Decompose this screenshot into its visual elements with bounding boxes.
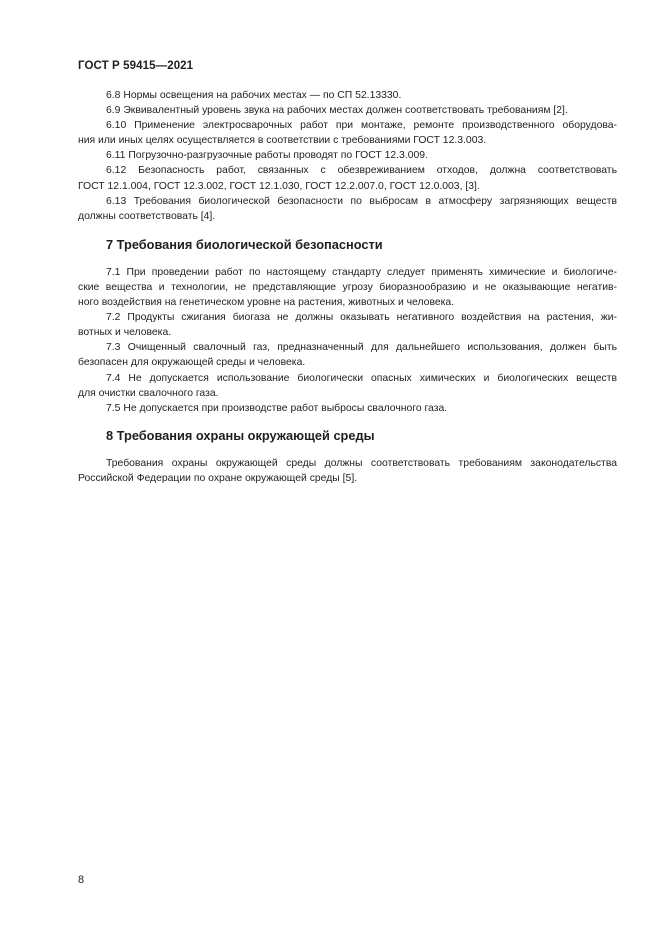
clause-7-4-cont: для очистки свалочного газа. [78,387,219,399]
section-8-items [78,456,617,486]
section-8-paragraph: Требования охраны окружающей среды должны соответствовать требованиям законодательства [106,457,617,469]
document-header: ГОСТ Р 59415—2021 [78,60,194,72]
clause-7-3-cont: безопасен для окружающей среды и человека. [78,357,306,369]
clause-6-12-cont: ГОСТ 12.1.004, ГОСТ 12.3.002, ГОСТ 12.1.030, ГОСТ 12.2.007.0, ГОСТ 12.0.003, [3]. [78,180,480,192]
clause-6-10: 6.10 Применение электросварочных работ при монтаже, ремонте производственного оборудова- [106,120,617,132]
clause-6-10-cont: ния или иных целях осуществляется в соответствии с требованиями ГОСТ 12.3.003. [78,135,487,147]
clause-7-3: 7.3 Очищенный свалочный газ, предназначенный для дальнейшего использования, должен быть [106,342,617,354]
clause-6-8: 6.8 Нормы освещения на рабочих местах — по СП 52.13330. [106,90,402,101]
clause-7-1-end: ного воздействия на генетическом уровне на растения, животных и человека. [78,297,455,309]
section-8-paragraph-cont: Российской Федерации по охране окружающей среды [5]. [78,472,358,484]
section-6-items [78,88,617,224]
clause-7-2-cont: вотных и человека. [78,327,172,339]
clause-7-4: 7.4 Не допускается использование биологически опасных химических и биологических веществ [106,372,617,384]
document-body [78,88,617,486]
clause-6-13-cont: должны соответствовать [4]. [78,210,216,222]
clause-7-1: 7.1 При проведении работ по настоящему стандарту следует применять химические и биологиче- [106,266,617,278]
clause-7-5: 7.5 Не допускается при производстве работ выбросы свалочного газа. [106,402,448,414]
clause-7-2: 7.2 Продукты сжигания биогаза не должны оказывать негативного воздействия на растения, жи- [106,312,617,324]
clause-7-1-cont: ские вещества и технологии, не представляющие угрозу биоразнообразию и не оказывающие негатив- [78,281,617,293]
section-8-title: 8 Требования охраны окружающей среды [106,427,375,443]
section-7-title: 7 Требования биологической безопасности [106,236,383,252]
clause-6-9: 6.9 Эквивалентный уровень звука на рабочих местах должен соответствовать требованиям [2]. [106,105,568,117]
page-number: 8 [78,874,85,886]
section-7-items [78,265,617,416]
clause-6-12: 6.12 Безопасность работ, связанных с обезвреживанием отходов, должна соответствовать [106,165,617,177]
clause-6-13: 6.13 Требования биологической безопасности по выбросам в атмосферу загрязняющих веществ [106,195,617,207]
clause-6-11: 6.11 Погрузочно-разгрузочные работы проводят по ГОСТ 12.3.009. [106,150,428,162]
